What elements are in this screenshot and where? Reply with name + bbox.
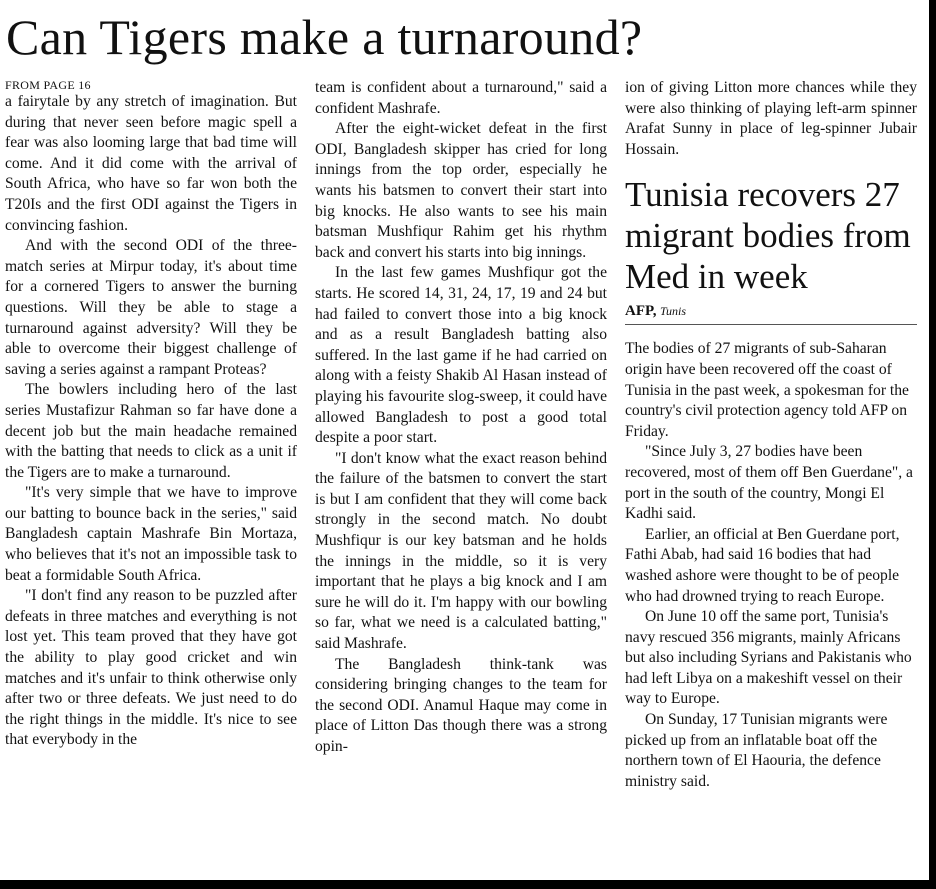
- paragraph: Earlier, an official at Ben Guerdane port, Fathi Abab, had said 16 bodies that had washed ashore were thought to be of people who had drowned trying to reach Europe.: [625, 525, 900, 605]
- paragraph: "Since July 3, 27 bodies have been recovered, most of them off Ben Guerdane", a port in the south of the country, Mongi El Kadhi said.: [625, 443, 913, 523]
- paragraph: team is confident about a turnaround," said a confident Mashrafe.: [315, 79, 607, 117]
- paragraph: And with the second ODI of the three-match series at Mirpur today, it's about time for a cornered Tigers to answer the burning questions. Will they be able to stage a turnaround against adversity? Will they be able to overcome their biggest challenge of saving a series against a rampant Proteas?: [5, 237, 297, 378]
- paragraph: "It's very simple that we have to improve our batting to bounce back in the series," said Bangladesh captain Mashrafe Bin Mortaza, who believes that it's not an impossible task to beat a formidable South Africa.: [5, 484, 297, 584]
- column-1: [5, 78, 297, 751]
- story2-byline: [625, 301, 917, 325]
- byline-place: Tunis: [660, 304, 687, 319]
- paragraph: ion of giving Litton more chances while they were also thinking of playing left-arm spinner Arafat Sunny in place of leg-spinner Jubair Hossain.: [625, 79, 917, 158]
- paragraph: The bodies of 27 migrants of sub-Saharan origin have been recovered off the coast of Tunisia in the past week, a spokesman for the country's civil protection agency told AFP on Friday.: [625, 340, 909, 440]
- column-2: [315, 78, 607, 758]
- story-continuation: [625, 78, 917, 160]
- paragraph: On Sunday, 17 Tunisian migrants were picked up from an inflatable boat off the northern town of El Haouria, the defence ministry said.: [625, 711, 888, 790]
- paragraph: "I don't know what the exact reason behind the failure of the batsmen to convert the start is but I am confident that they will come back strongly in the second match. No doubt Mushfiqur is our key batsman and he holds the innings in the middle, so it is very important that he plays a big knock and I am sure he will do it. I'm happy with our bowling so far, what we need is a calculated batting," said Mashrafe.: [315, 449, 607, 653]
- scan-edge-bottom: [0, 880, 936, 889]
- paragraph: a fairytale by any stretch of imagination. But during that never seen before magic spell a fear was also looming large that bad time will come. And it did come with the arrival of South Africa, who have so far won both the T20Is and the first ODI against the Tigers in convincing fashion.: [5, 93, 297, 234]
- paragraph: On June 10 off the same port, Tunisia's navy rescued 356 migrants, mainly Africans but also including Syrians and Pakistanis who had left Libya on a makeshift vessel on their way to Europe.: [625, 608, 912, 708]
- main-headline: Can Tigers make a turnaround?: [6, 9, 643, 65]
- paragraph: After the eight-wicket defeat in the first ODI, Bangladesh skipper has cried for long innings from the top order, especially he wants his batsmen to convert their start into big knocks. He also wants to see his main batsman Mushfiqur Rahim get his rhythm back and convert his starts into big innings.: [315, 120, 607, 261]
- paragraph: "I don't find any reason to be puzzled after defeats in three matches and everything is not lost yet. This team proved that they have got the ability to play good cricket and win matches and it's unfair to think otherwise only after two or three defeats. We just need to do the right things in the middle. It's nice to see that everybody in the: [5, 587, 297, 749]
- story2-body: [625, 339, 917, 792]
- paragraph: The bowlers including hero of the last series Mustafizur Rahman so far have done a decent job but the main headache remained with the batting that needs to click as a unit if the Tigers are to make a turnaround.: [5, 381, 297, 481]
- byline-agency: AFP,: [625, 303, 657, 320]
- paragraph: In the last few games Mushfiqur got the starts. He scored 14, 31, 24, 17, 19 and 24 but had failed to convert those into a big knock and as a result Bangladesh batting also suffered. In the last game if he had carried on along with a feisty Shakib Al Hasan instead of playing his favourite slog-sweep, it could have allowed Bangladesh to post a good total despite a poor start.: [315, 264, 607, 447]
- scan-edge-right: [929, 0, 936, 889]
- continued-from-label: FROM PAGE 16: [5, 78, 91, 92]
- paragraph: The Bangladesh think-tank was considering bringing changes to the team for the second ODI. Anamul Haque may come in place of Litton Das though there was a strong opin-: [315, 655, 607, 755]
- column-3: [625, 78, 917, 792]
- story2-headline: Tunisia recovers 27 migrant bodies from Med in week: [625, 175, 911, 297]
